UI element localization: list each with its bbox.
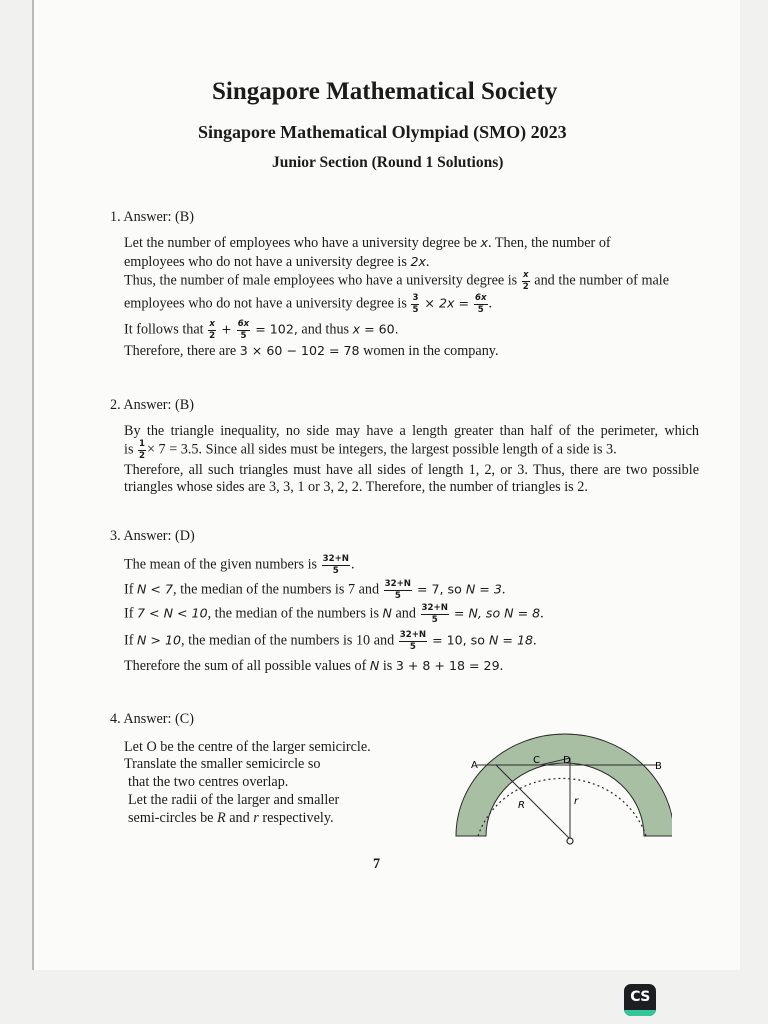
math: 7 < N < 10 [137,605,208,621]
numerator: 6x [475,293,487,303]
math: × 2x = [420,295,474,311]
denominator: 5 [431,614,438,625]
numerator: 3 [412,293,419,303]
document-page [32,0,740,970]
q1-line1 [124,235,611,252]
fraction [208,320,216,340]
math: = N, so N = 8 [449,605,541,621]
camscanner-logo-icon [624,984,656,1016]
numerator: 32+N [399,630,427,640]
text: . [540,605,544,622]
label-r-small: r [574,796,579,807]
page-number: 7 [373,856,381,872]
q3-line4 [124,631,537,651]
q1-line2 [124,254,429,271]
denominator: 5 [240,330,247,341]
text: employees who do not have a university degree is [124,295,411,312]
logo-text: CS [630,989,650,1005]
numerator: 6x [237,319,250,329]
numerator: 32+N [421,603,448,613]
text: is [124,441,138,458]
text: , the median of the numbers is [207,605,383,622]
denominator: 2 [209,330,216,341]
label-r-large: R [518,800,525,811]
label-d: D [563,755,571,766]
math: N = 18 [488,632,533,648]
radius-large [496,765,570,839]
denominator: 5 [477,304,484,315]
text: . [499,658,504,674]
fraction [411,294,419,314]
olympiad-title: Singapore Mathematical Olympiad (SMO) 2023 [198,122,567,142]
denominator: 2 [522,281,529,292]
text: respectively. [258,810,334,826]
text: . [425,254,430,270]
math: 3 + 8 + 18 = 29 [395,658,500,673]
numerator: x [522,270,529,280]
denominator: 5 [394,590,401,601]
text: Therefore the sum of all possible values of [124,658,370,674]
math: x [480,235,488,250]
q1-line6 [124,343,499,360]
denominator: 2 [139,450,145,461]
text: women in the company. [359,343,499,359]
q2-answer: 2. Answer: (B) [110,397,194,413]
text: . [488,295,493,312]
numerator: 32+N [384,579,411,589]
text: Let the number of employees who have a university degree be [124,235,481,251]
section-title: Junior Section (Round 1 Solutions) [272,154,504,171]
math: N > 10 [137,632,182,648]
text: is [379,658,396,674]
text: It follows that [124,321,208,338]
label-o: O [565,843,573,850]
denominator: 5 [332,565,339,576]
math: N = 3 [465,581,502,597]
text: and the number of male [530,272,670,289]
numerator: 1 [139,439,145,449]
q3-line1 [124,555,355,575]
text: × 7 = 3.5. Since all sides must be integers, the largest possible length of a side is 3. [147,441,617,458]
text: . [350,556,355,573]
math: R [217,810,226,826]
q4-line4: Let the radii of the larger and smaller [128,792,340,808]
text: and thus [297,321,353,338]
q3-line3 [124,604,544,624]
math: = 10, so [428,632,489,648]
q4-answer: 4. Answer: (C) [110,711,194,727]
text: . [532,632,537,649]
text: , the median of the numbers is 7 and [173,581,383,598]
fraction [399,631,427,651]
math: N [382,605,392,621]
q2-line3: Therefore, all such triangles must have all sides of length 1, 2, or 3. Thus, there are two possible [124,462,699,478]
fraction [237,320,251,340]
text: and [225,810,254,826]
fraction [322,555,350,575]
text: semi-circles be [128,810,218,826]
math: x [352,321,361,337]
fraction [384,580,412,600]
q4-line1: Let O be the centre of the larger semicircle. [124,739,371,755]
fraction [474,294,488,314]
fraction [522,271,530,291]
math: N [369,658,380,673]
q3-line2 [124,580,505,600]
q2-line2 [124,440,699,460]
q1-line4 [124,294,492,314]
q1-line5 [124,320,399,340]
text: . Then, the number of [487,235,611,251]
semicircle-diagram [452,728,672,850]
math: N < 7 [137,581,173,597]
q1-line3 [124,271,669,291]
denominator: 5 [409,641,416,652]
q3-answer: 3. Answer: (D) [110,528,195,544]
math: r [253,810,259,826]
q4-line5 [128,810,334,827]
math: = 60. [360,321,399,337]
math: 2x [410,254,426,269]
text: Therefore, there are [124,343,240,359]
text: employees who do not have a university degree is [124,254,411,270]
q4-line2: Translate the smaller semicircle so [124,756,321,772]
text: and [391,605,420,622]
label-a: A [471,760,478,771]
math: = 7, so [412,581,466,597]
numerator: 32+N [322,554,349,564]
text: , the median of the numbers is 10 and [181,632,398,649]
label-b: B [655,761,662,772]
text: If [124,605,137,622]
q4-line3: that the two centres overlap. [128,774,289,790]
fraction [138,440,146,460]
q2-line4: triangles whose sides are 3, 3, 1 or 3, 2, 2. Therefore, the number of triangles is 2. [124,479,588,495]
logo-stripe [624,1010,656,1016]
math: + [217,321,236,337]
math: = 102, [251,321,298,337]
math: 3 × 60 − 102 = 78 [239,343,360,358]
denominator: 5 [412,304,419,315]
q2-line1: By the triangle inequality, no side may have a length greater than half of the perimeter, which [124,423,699,439]
text: The mean of the given numbers is [124,556,321,573]
q3-line5 [124,658,503,675]
text: Thus, the number of male employees who have a university degree is [124,272,521,289]
numerator: x [209,319,215,329]
q1-answer: 1. Answer: (B) [110,209,194,225]
fraction [421,604,449,624]
text: If [124,632,137,649]
label-c: C [533,755,540,766]
society-title: Singapore Mathematical Society [212,78,558,105]
text: If [124,581,137,598]
text: . [501,581,506,598]
